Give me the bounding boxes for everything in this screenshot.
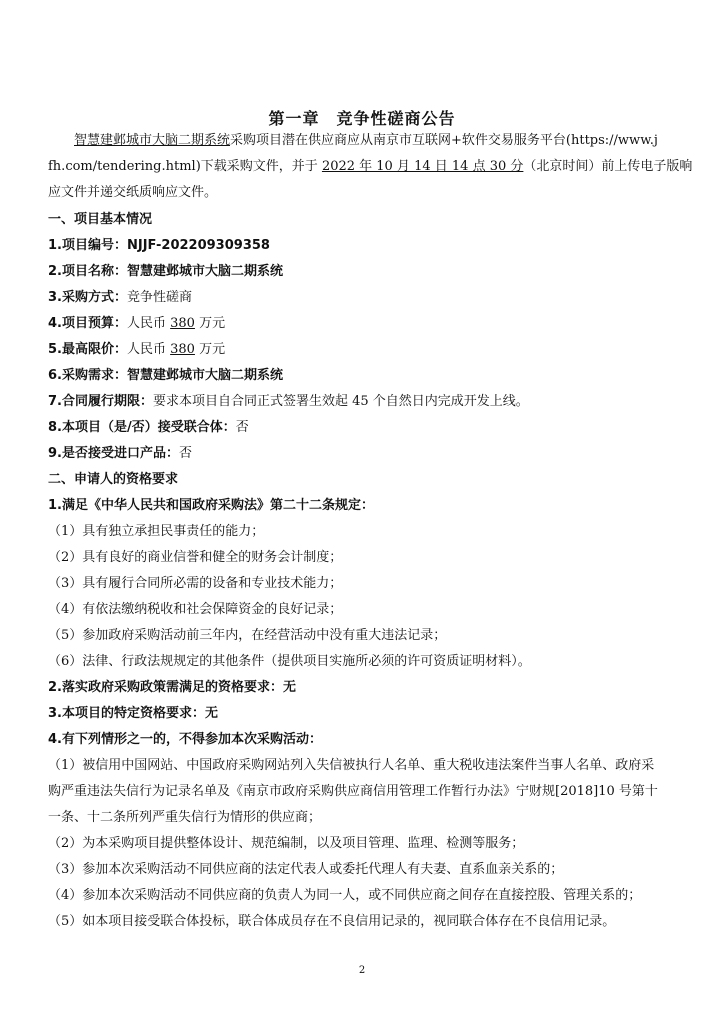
item-consortium: 8.本项目（是/否）接受联合体：否 bbox=[48, 420, 249, 435]
item-budget: 4.项目预算：人民币 380 万元 bbox=[48, 316, 226, 331]
section-heading-1: 一、项目基本情况 bbox=[48, 212, 153, 227]
exclusion-item: （2）为本采购项目提供整体设计、规范编制，以及项目管理、监理、检测等服务； bbox=[48, 836, 525, 851]
qualification-4: 4.有下列情形之一的，不得参加本次采购活动： bbox=[48, 732, 322, 747]
page-title: 第一章 竞争性磋商公告 bbox=[268, 109, 456, 128]
intro-line-2 bbox=[48, 158, 693, 176]
intro-text-3: （北京时间）前上传电子版响 bbox=[523, 159, 693, 174]
qualification-1-item: （1）具有独立承担民事责任的能力； bbox=[48, 524, 265, 539]
qualification-1-item: （5）参加政府采购活动前三年内，在经营活动中没有重大违法记录； bbox=[48, 628, 447, 643]
qualification-1-item: （2）具有良好的商业信誉和健全的财务会计制度； bbox=[48, 550, 343, 565]
qualification-1-item: （6）法律、行政法规规定的其他条件（提供项目实施所必须的许可资质证明材料）。 bbox=[48, 654, 531, 669]
qualification-1-item: （3）具有履行合同所必需的设备和专业技术能力； bbox=[48, 576, 343, 591]
intro-line-3: 应文件并递交纸质响应文件。 bbox=[48, 185, 218, 200]
item-max-price: 5.最高限价：人民币 380 万元 bbox=[48, 342, 226, 357]
section-heading-2: 二、申请人的资格要求 bbox=[48, 472, 179, 487]
exclusion-item: （3）参加本次采购活动不同供应商的法定代表人或委托代理人有夫妻、直系血亲关系的； bbox=[48, 862, 564, 877]
item-project-number: 1.项目编号：NJJF-202209309358 bbox=[48, 238, 270, 253]
qualification-1-item: （4）有依法缴纳税收和社会保障资金的良好记录； bbox=[48, 602, 343, 617]
page-number: 2 bbox=[358, 965, 366, 976]
exclusion-item-1-line: 一条、十二条所列严重失信行为情形的供应商； bbox=[48, 810, 322, 825]
exclusion-item-1-line: 购严重违法失信行为记录名单及《南京市政府采购供应商信用管理工作暂行办法》宁财规[2018]10 号第十 bbox=[48, 784, 658, 799]
qualification-1: 1.满足《中华人民共和国政府采购法》第二十二条规定： bbox=[48, 498, 374, 513]
project-name-link: 智慧建邺城市大脑二期系统 bbox=[74, 133, 231, 148]
item-project-name: 2.项目名称：智慧建邺城市大脑二期系统 bbox=[48, 264, 283, 279]
intro-text-1: 采购项目潜在供应商应从南京市互联网+软件交易服务平台(https://www.j bbox=[230, 133, 658, 148]
exclusion-item: （5）如本项目接受联合体投标，联合体成员存在不良信用记录的，视同联合体存在不良信用记录。 bbox=[48, 914, 616, 929]
exclusion-item-1-line: （1）被信用中国网站、中国政府采购网站列入失信被执行人名单、重大税收违法案件当事人名单、政府采 bbox=[48, 758, 655, 773]
item-requirement: 6.采购需求：智慧建邺城市大脑二期系统 bbox=[48, 368, 283, 383]
exclusion-item: （4）参加本次采购活动不同供应商的负责人为同一人，或不同供应商之间存在直接控股、管理关系的； bbox=[48, 888, 642, 903]
deadline: 2022 年 10 月 14 日 14 点 30 分 bbox=[321, 159, 524, 174]
qualification-2: 2.落实政府采购政策需满足的资格要求：无 bbox=[48, 680, 296, 695]
item-contract-period: 7.合同履行期限：要求本项目自合同正式签署生效起 45 个自然日内完成开发上线。 bbox=[48, 394, 529, 409]
item-imports: 9.是否接受进口产品：否 bbox=[48, 446, 192, 461]
item-procurement-method: 3.采购方式：竞争性磋商 bbox=[48, 290, 192, 305]
qualification-3: 3.本项目的特定资格要求：无 bbox=[48, 706, 218, 721]
intro-paragraph bbox=[48, 128, 684, 154]
intro-text-2: fh.com/tendering.html)下载采购文件，并于 bbox=[48, 159, 318, 174]
